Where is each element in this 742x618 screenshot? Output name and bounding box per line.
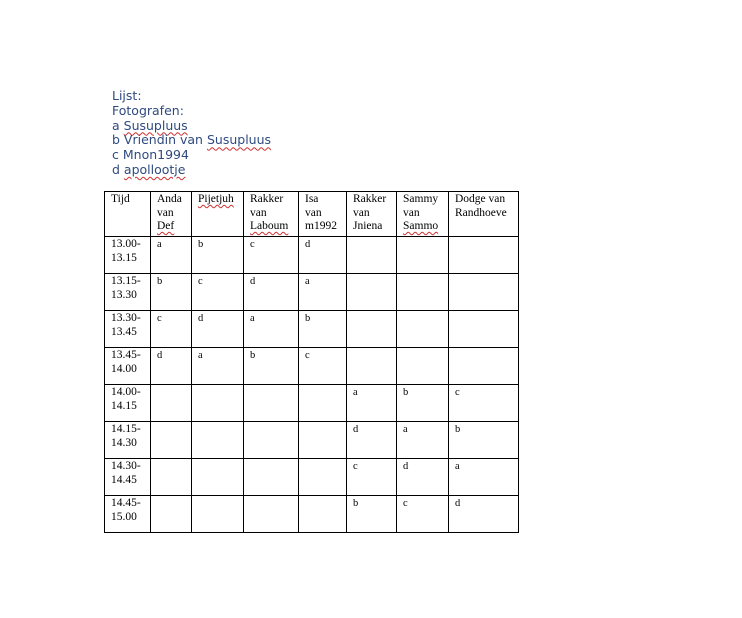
assignment-cell: c	[347, 459, 397, 496]
column-header-line: Dodge van	[455, 193, 506, 205]
table-row	[105, 422, 519, 459]
column-header	[299, 192, 347, 237]
column-header	[397, 192, 449, 237]
assignment-cell	[449, 311, 519, 348]
time-line: 15.00	[111, 510, 137, 523]
assignment-cell: a	[299, 274, 347, 311]
assignment-cell	[449, 348, 519, 385]
assignment-cell	[397, 237, 449, 274]
assignment-cell: a	[192, 348, 244, 385]
column-header	[192, 192, 244, 237]
assignment-cell: b	[192, 237, 244, 274]
assignment-cell: b	[151, 274, 192, 311]
assignment-cell	[192, 385, 244, 422]
column-header	[244, 192, 299, 237]
column-header-line: m1992	[305, 220, 337, 232]
assignment-cell	[151, 422, 192, 459]
table-row	[105, 311, 519, 348]
table-row	[105, 348, 519, 385]
assignment-cell: a	[347, 385, 397, 422]
column-header-line: Tijd	[111, 193, 130, 205]
column-header-line: van	[353, 206, 370, 219]
assignment-cell	[397, 348, 449, 385]
assignment-cell: c	[244, 237, 299, 274]
assignment-cell: d	[244, 274, 299, 311]
assignment-cell	[347, 348, 397, 385]
assignment-cell	[449, 237, 519, 274]
assignment-cell	[299, 385, 347, 422]
assignment-cell	[151, 385, 192, 422]
assignment-cell	[397, 274, 449, 311]
list-item-a: a Susupluus	[112, 117, 188, 133]
column-header-line: Sammo	[403, 220, 439, 232]
time-line: 14.30	[111, 436, 137, 449]
assignment-cell	[397, 311, 449, 348]
table-header-row	[105, 192, 519, 237]
assignment-cell: a	[244, 311, 299, 348]
list-subtitle: Fotografen:	[112, 102, 184, 118]
assignment-cell: d	[347, 422, 397, 459]
time-line: 14.30-	[111, 460, 141, 472]
time-cell	[105, 496, 151, 533]
column-header-line: Jniena	[353, 220, 383, 232]
time-cell	[105, 385, 151, 422]
time-line: 13.45-	[111, 349, 141, 361]
assignment-cell	[192, 422, 244, 459]
assignment-cell: b	[347, 496, 397, 533]
assignment-cell	[244, 422, 299, 459]
assignment-cell: a	[397, 422, 449, 459]
assignment-cell: d	[299, 237, 347, 274]
column-header	[449, 192, 519, 237]
assignment-cell: d	[192, 311, 244, 348]
column-header-line: Rakker	[353, 193, 387, 205]
time-cell	[105, 459, 151, 496]
column-header-line: Pijetjuh	[198, 193, 234, 205]
assignment-cell	[151, 496, 192, 533]
list-item-name: Susupluus	[123, 117, 188, 133]
assignment-cell: c	[299, 348, 347, 385]
assignment-cell: d	[449, 496, 519, 533]
column-header-line: Isa	[305, 193, 319, 205]
column-header-line: Rakker	[250, 193, 284, 205]
assignment-cell	[244, 496, 299, 533]
time-line: 14.45	[111, 473, 137, 486]
assignment-cell: a	[449, 459, 519, 496]
assignment-cell	[244, 385, 299, 422]
assignment-cell: a	[151, 237, 192, 274]
time-cell	[105, 311, 151, 348]
list-item-name: Mnon1994	[122, 147, 189, 163]
list-item-d: d apollootje	[112, 161, 186, 177]
time-cell	[105, 274, 151, 311]
photographer-list	[112, 89, 271, 178]
list-item-c: c Mnon1994	[112, 147, 189, 163]
assignment-cell	[192, 496, 244, 533]
assignment-cell	[347, 311, 397, 348]
column-header	[347, 192, 397, 237]
column-header-line: Def	[157, 220, 175, 232]
assignment-cell	[347, 274, 397, 311]
time-line: 14.15	[111, 399, 137, 412]
assignment-cell	[244, 459, 299, 496]
table-row	[105, 274, 519, 311]
assignment-cell: c	[192, 274, 244, 311]
column-header-line: Randhoeve	[455, 206, 507, 219]
column-header	[151, 192, 192, 237]
assignment-cell: c	[397, 496, 449, 533]
assignment-cell	[299, 422, 347, 459]
time-cell	[105, 422, 151, 459]
time-cell	[105, 348, 151, 385]
assignment-cell: b	[244, 348, 299, 385]
column-header-line: van	[250, 206, 267, 219]
time-line: 13.15-	[111, 275, 141, 287]
time-cell	[105, 237, 151, 274]
assignment-cell	[449, 274, 519, 311]
assignment-cell	[347, 237, 397, 274]
column-header-line: van	[305, 206, 322, 219]
list-item-b: b Vriendin van Susupluus	[112, 132, 272, 148]
assignment-cell	[299, 459, 347, 496]
list-title: Lijst:	[112, 88, 142, 103]
time-line: 14.00	[111, 362, 137, 375]
column-header	[105, 192, 151, 237]
column-header-line: Anda	[157, 193, 182, 205]
time-line: 13.45	[111, 325, 137, 338]
column-header-line: van	[157, 206, 174, 219]
time-line: 14.45-	[111, 497, 141, 509]
time-line: 13.30-	[111, 312, 141, 324]
assignment-cell: b	[449, 422, 519, 459]
assignment-cell: b	[299, 311, 347, 348]
time-line: 13.15	[111, 251, 137, 264]
assignment-cell	[192, 459, 244, 496]
time-line: 14.15-	[111, 423, 141, 435]
table-row	[105, 459, 519, 496]
assignment-cell: c	[151, 311, 192, 348]
assignment-cell	[299, 496, 347, 533]
time-line: 13.30	[111, 288, 137, 301]
table-row	[105, 385, 519, 422]
column-header-line: van	[403, 206, 420, 219]
assignment-cell	[151, 459, 192, 496]
list-item-name: apollootje	[123, 161, 186, 177]
assignment-cell: d	[397, 459, 449, 496]
time-line: 13.00-	[111, 238, 141, 250]
column-header-line: Sammy	[403, 193, 439, 205]
table-row	[105, 496, 519, 533]
assignment-cell: c	[449, 385, 519, 422]
assignment-cell: b	[397, 385, 449, 422]
table-row	[105, 237, 519, 274]
schedule-table	[104, 191, 519, 533]
assignment-cell: d	[151, 348, 192, 385]
list-item-name: Susupluus	[206, 132, 272, 148]
time-line: 14.00-	[111, 386, 141, 398]
column-header-line: Laboum	[250, 220, 289, 232]
